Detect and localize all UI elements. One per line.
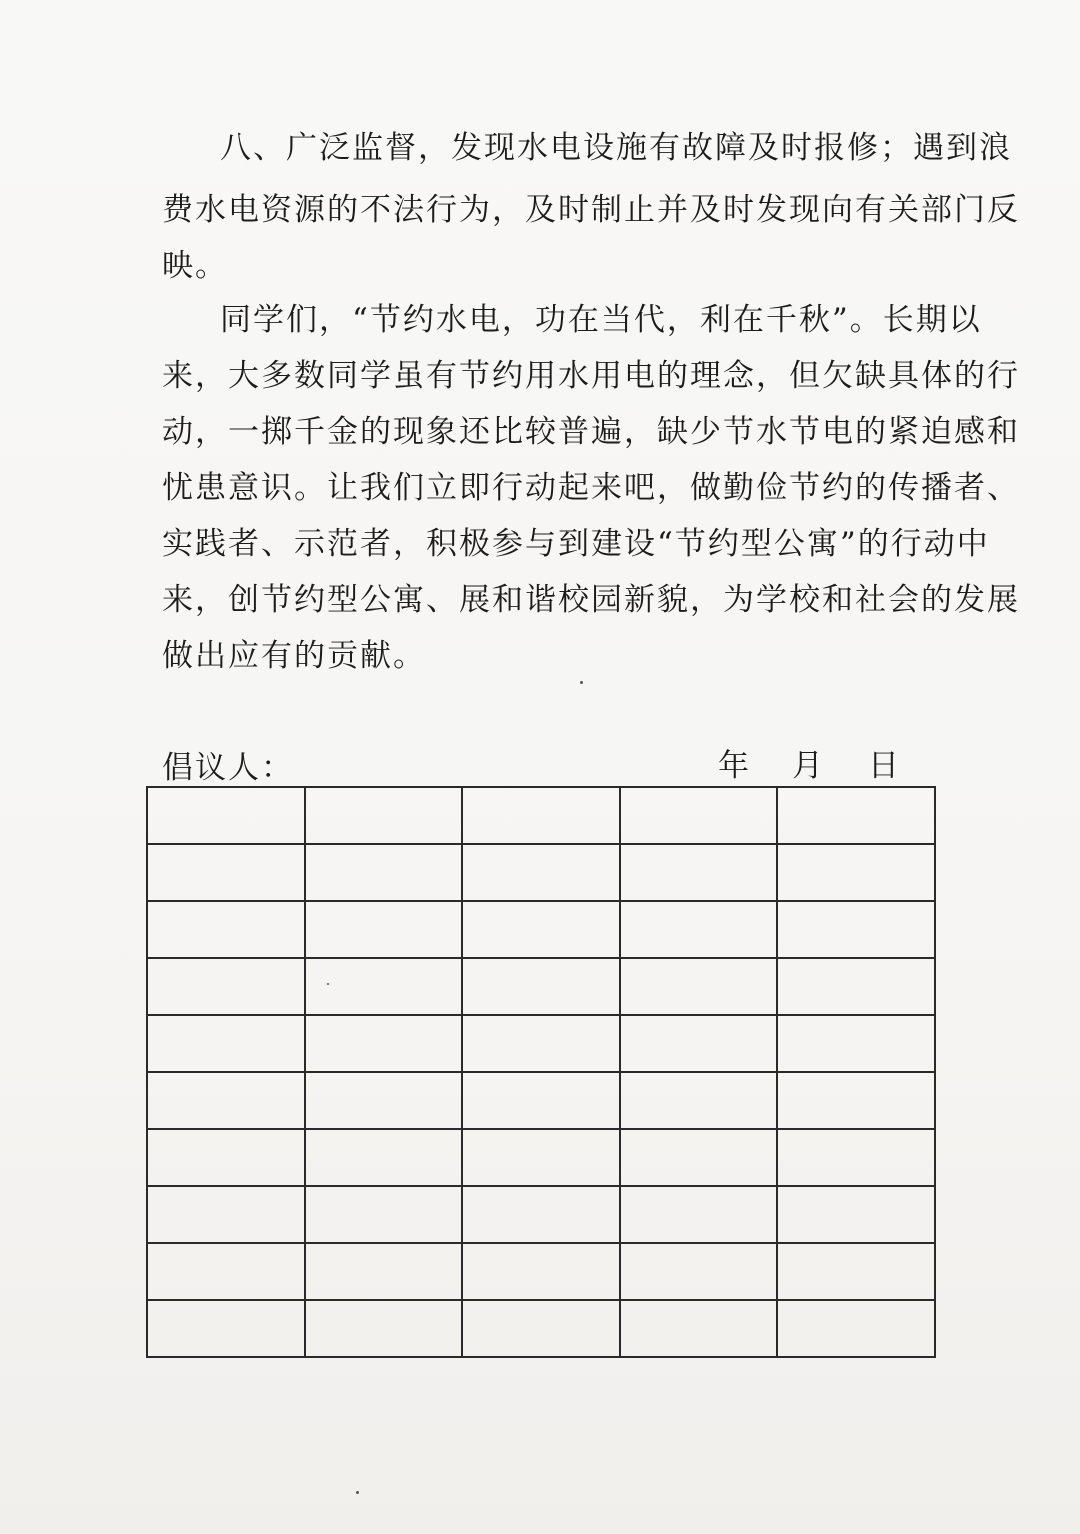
paragraph-line-6: 动，一掷千金的现象还比较普遍，缺少节水节电的紧迫感和 (162, 414, 1020, 450)
signature-cell (147, 958, 305, 1015)
paragraph-line-8: 实践者、示范者，积极参与到建设“节约型公寓”的行动中 (162, 526, 990, 562)
signature-cell (620, 1243, 778, 1300)
signature-cell (620, 844, 778, 901)
date-year-label: 年 (718, 748, 749, 784)
signature-row (147, 1129, 935, 1186)
signature-cell (305, 787, 463, 844)
signature-cell (777, 1186, 935, 1243)
signature-cell (620, 1015, 778, 1072)
signature-cell (147, 1015, 305, 1072)
signature-cell (462, 844, 620, 901)
signature-cell (147, 1186, 305, 1243)
signature-row (147, 958, 935, 1015)
paper-speck (356, 1491, 359, 1494)
date-day-label: 日 (868, 748, 899, 784)
signature-cell (620, 901, 778, 958)
signature-row (147, 1243, 935, 1300)
signature-cell (305, 1015, 463, 1072)
paragraph-line-2: 费水电资源的不法行为，及时制止并及时发现向有关部门反 (162, 192, 1020, 228)
signature-cell (147, 1129, 305, 1186)
signature-row (147, 1015, 935, 1072)
signature-cell (305, 1243, 463, 1300)
signature-row (147, 1072, 935, 1129)
signature-table (146, 786, 936, 1358)
signature-cell (305, 1072, 463, 1129)
signature-cell (147, 1300, 305, 1357)
signature-cell (620, 1072, 778, 1129)
signature-cell (620, 1186, 778, 1243)
signature-cell (147, 1243, 305, 1300)
signature-cell (777, 1072, 935, 1129)
paragraph-line-7: 忧患意识。让我们立即行动起来吧，做勤俭节约的传播者、 (162, 470, 1020, 506)
signature-cell (305, 901, 463, 958)
signature-cell (462, 958, 620, 1015)
signature-cell (777, 901, 935, 958)
signature-cell (147, 844, 305, 901)
signature-cell (147, 787, 305, 844)
signature-cell (462, 787, 620, 844)
paragraph-line-5: 来，大多数同学虽有节约用水用电的理念，但欠缺具体的行 (162, 358, 1020, 394)
signature-row (147, 844, 935, 901)
signature-row (147, 1300, 935, 1357)
signature-cell (147, 901, 305, 958)
signature-table-body (147, 787, 935, 1357)
signature-cell (777, 1129, 935, 1186)
signature-cell (462, 1015, 620, 1072)
signature-cell (777, 1015, 935, 1072)
signature-row (147, 787, 935, 844)
signer-label: 倡议人： (162, 750, 294, 786)
paragraph-line-1: 八、广泛监督，发现水电设施有故障及时报修；遇到浪 (220, 130, 1012, 166)
signature-cell (620, 1129, 778, 1186)
signature-cell (777, 787, 935, 844)
signature-cell (462, 901, 620, 958)
signature-row (147, 1186, 935, 1243)
signature-cell (305, 844, 463, 901)
paragraph-line-3: 映。 (162, 248, 228, 284)
signature-cell (462, 1072, 620, 1129)
signature-cell (777, 1300, 935, 1357)
signature-cell (777, 1243, 935, 1300)
signature-cell (305, 1186, 463, 1243)
signature-cell (305, 1129, 463, 1186)
paragraph-line-4: 同学们，“节约水电，功在当代，利在千秋”。长期以 (220, 302, 982, 338)
signature-cell (462, 1129, 620, 1186)
paragraph-line-9: 来，创节约型公寓、展和谐校园新貌，为学校和社会的发展 (162, 582, 1020, 618)
signature-cell (462, 1243, 620, 1300)
date-month-label: 月 (792, 748, 823, 784)
signature-cell (620, 787, 778, 844)
signature-cell (305, 1300, 463, 1357)
paper-speck (580, 681, 583, 684)
signature-cell (777, 844, 935, 901)
signature-cell (147, 1072, 305, 1129)
signature-cell (305, 958, 463, 1015)
signature-cell (620, 958, 778, 1015)
signature-cell (620, 1300, 778, 1357)
signature-cell (462, 1186, 620, 1243)
signature-cell (462, 1300, 620, 1357)
paper-speck (327, 983, 329, 985)
paragraph-line-10: 做出应有的贡献。 (162, 638, 426, 674)
signature-row (147, 901, 935, 958)
signature-cell (777, 958, 935, 1015)
